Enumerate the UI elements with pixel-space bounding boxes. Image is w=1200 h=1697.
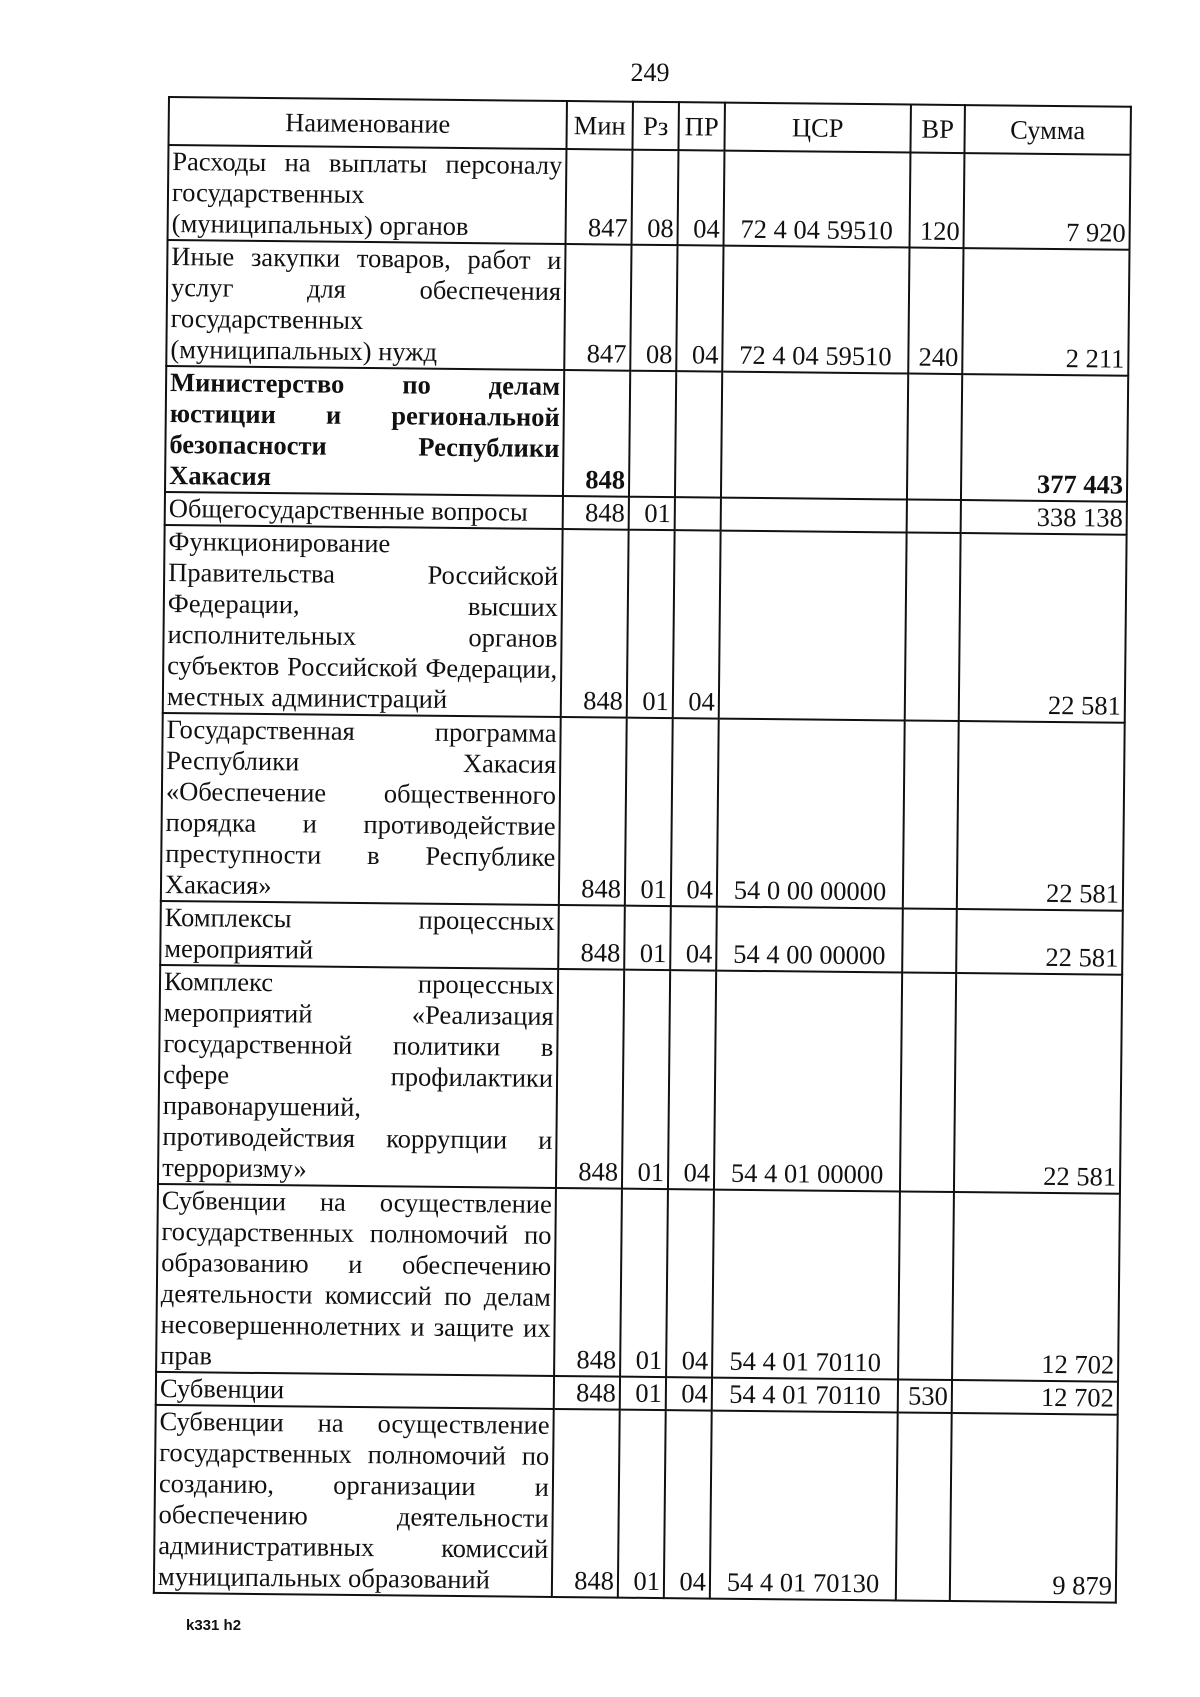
cell-rz: 01 bbox=[620, 1189, 668, 1377]
cell-min: 848 bbox=[556, 969, 624, 1189]
cell-min: 848 bbox=[563, 370, 630, 497]
cell-csr bbox=[721, 372, 908, 500]
cell-csr: 54 4 01 70110 bbox=[712, 1378, 898, 1413]
cell-pr: 04 bbox=[676, 245, 723, 371]
cell-csr: 54 4 00 00000 bbox=[716, 907, 903, 973]
cell-csr: 54 0 00 00000 bbox=[717, 719, 905, 909]
cell-vr: 240 bbox=[908, 248, 963, 375]
cell-rz: 01 bbox=[620, 1377, 666, 1410]
cell-vr: 120 bbox=[910, 153, 965, 249]
header-min: Мин bbox=[566, 101, 632, 150]
cell-rz: 08 bbox=[632, 150, 679, 245]
cell-vr bbox=[907, 374, 962, 501]
header-csr: ЦСР bbox=[724, 103, 910, 153]
cell-pr: 04 bbox=[666, 1377, 712, 1410]
header-name: Наименование bbox=[169, 97, 567, 149]
cell-csr bbox=[721, 498, 907, 533]
table-body bbox=[154, 145, 1131, 1603]
cell-name: Функционирование Правительства Российской Федерации, высших исполнительных органов субъектов Российской Федерации, местных администраций bbox=[163, 525, 563, 717]
cell-sum: 2 211 bbox=[962, 248, 1129, 376]
cell-min: 848 bbox=[561, 529, 629, 718]
cell-pr: 04 bbox=[664, 1410, 712, 1598]
budget-table bbox=[153, 96, 1132, 1604]
cell-sum: 377 443 bbox=[961, 374, 1128, 502]
cell-vr bbox=[900, 972, 956, 1192]
cell-sum: 7 920 bbox=[964, 153, 1131, 250]
cell-min: 848 bbox=[554, 1188, 622, 1377]
cell-vr bbox=[898, 1191, 954, 1380]
cell-csr: 72 4 04 59510 bbox=[724, 151, 911, 248]
cell-vr bbox=[896, 1412, 952, 1601]
cell-vr bbox=[902, 908, 957, 973]
cell-name: Субвенции bbox=[156, 1372, 554, 1409]
cell-rz: 08 bbox=[630, 245, 677, 371]
cell-pr bbox=[675, 497, 721, 530]
cell-sum: 12 702 bbox=[952, 1380, 1118, 1415]
cell-name: Министерство по делам юстиции и региональной безопасности Республики Хакасия bbox=[165, 366, 564, 496]
table-row bbox=[166, 240, 1129, 376]
cell-rz: 01 bbox=[618, 1410, 666, 1598]
cell-name: Расходы на выплаты персоналу государственных (муниципальных) органов bbox=[168, 145, 567, 244]
cell-csr: 72 4 04 59510 bbox=[722, 246, 909, 374]
cell-min: 848 bbox=[559, 717, 627, 906]
table-row bbox=[158, 965, 1122, 1194]
cell-min: 847 bbox=[564, 244, 631, 371]
header-pr: ПР bbox=[678, 102, 724, 150]
cell-sum: 22 581 bbox=[954, 973, 1122, 1194]
cell-sum: 22 581 bbox=[957, 721, 1125, 911]
cell-rz: 01 bbox=[622, 970, 670, 1189]
cell-pr: 04 bbox=[668, 970, 716, 1189]
cell-sum: 22 581 bbox=[956, 909, 1123, 975]
footer-code: k331 h2 bbox=[186, 1617, 242, 1634]
cell-sum: 9 879 bbox=[950, 1413, 1118, 1603]
table-row bbox=[160, 901, 1123, 975]
cell-csr: 54 4 01 70130 bbox=[710, 1411, 898, 1601]
header-vr: ВР bbox=[910, 105, 964, 154]
cell-name: Комплекс процессных мероприятий «Реализация государственной политики в сфере профилактики правонарушений, противодействия коррупции и терроризму» bbox=[158, 965, 558, 1188]
cell-name: Субвенции на осуществление государственных полномочий по образованию и обеспечению деятельности комиссий по делам несовершеннолетних и защите их прав bbox=[156, 1184, 556, 1376]
cell-vr: 530 bbox=[898, 1379, 952, 1413]
cell-pr: 04 bbox=[678, 150, 725, 245]
cell-csr bbox=[719, 531, 907, 721]
cell-min: 848 bbox=[554, 1376, 620, 1410]
cell-vr bbox=[903, 720, 959, 909]
header-rz: Рз bbox=[632, 102, 678, 150]
table-row bbox=[156, 1184, 1120, 1382]
table-row bbox=[165, 366, 1128, 502]
cell-rz bbox=[629, 371, 676, 497]
cell-min: 848 bbox=[552, 1409, 620, 1598]
cell-pr: 04 bbox=[670, 906, 717, 970]
cell-sum: 22 581 bbox=[959, 533, 1127, 723]
cell-min: 847 bbox=[566, 149, 633, 245]
cell-vr bbox=[907, 500, 961, 534]
cell-pr: 04 bbox=[673, 530, 721, 718]
table-row bbox=[163, 525, 1127, 723]
page-number: 249 bbox=[630, 58, 670, 87]
cell-min: 848 bbox=[558, 905, 625, 970]
cell-pr: 04 bbox=[671, 718, 719, 906]
table-row bbox=[154, 1405, 1118, 1603]
cell-rz: 01 bbox=[625, 718, 673, 906]
cell-rz: 01 bbox=[627, 530, 675, 718]
cell-pr bbox=[675, 371, 722, 497]
cell-rz: 01 bbox=[629, 497, 675, 530]
cell-name: Государственная программа Республики Хакасия «Обеспечение общественного порядка и противодействие преступности в Республике Хакасия» bbox=[161, 713, 561, 905]
table-row bbox=[161, 713, 1125, 911]
cell-sum: 338 138 bbox=[961, 500, 1127, 535]
cell-csr: 54 4 01 70110 bbox=[712, 1190, 900, 1380]
table-row bbox=[168, 145, 1131, 250]
cell-name: Комплексы процессных мероприятий bbox=[160, 901, 559, 969]
cell-sum: 12 702 bbox=[952, 1192, 1120, 1382]
cell-name: Иные закупки товаров, работ и услуг для обеспечения государственных (муниципальных) нужд bbox=[166, 240, 565, 370]
header-sum: Сумма bbox=[964, 105, 1130, 155]
cell-name: Субвенции на осуществление государственных полномочий по созданию, организации и обеспечению деятельности административных комиссий муниципальных образований bbox=[154, 1405, 554, 1597]
cell-csr: 54 4 01 00000 bbox=[714, 971, 902, 1192]
cell-vr bbox=[905, 532, 961, 721]
cell-rz: 01 bbox=[624, 906, 671, 970]
cell-name: Общегосударственные вопросы bbox=[165, 492, 563, 529]
cell-pr: 04 bbox=[666, 1189, 714, 1377]
cell-min: 848 bbox=[563, 496, 629, 530]
